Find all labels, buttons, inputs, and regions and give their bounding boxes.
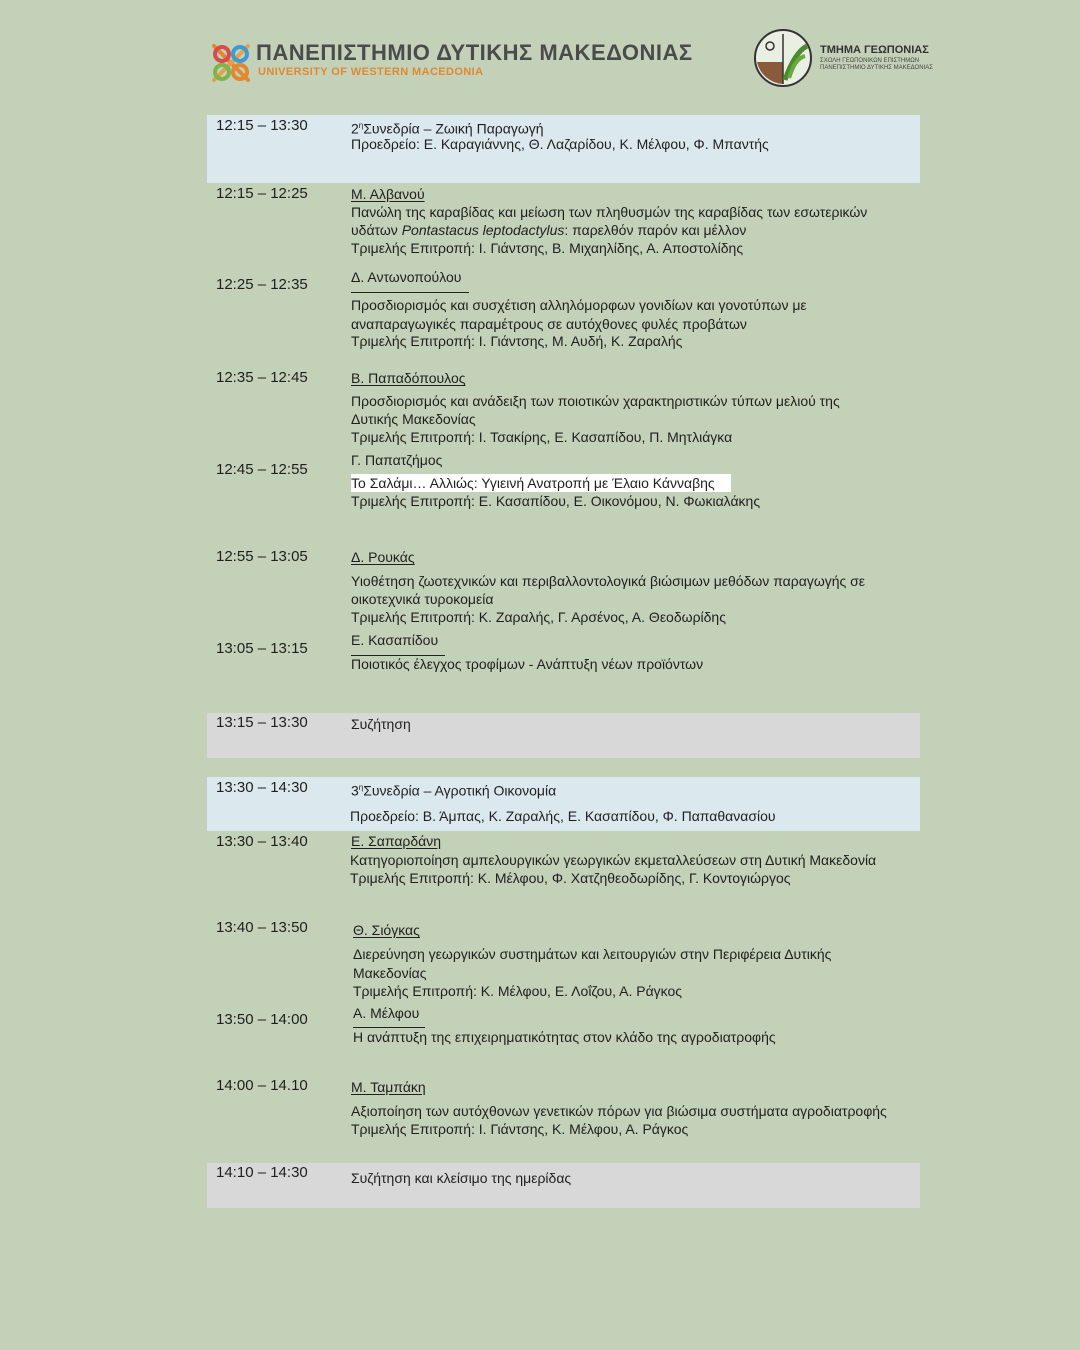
discussion-label: Συζήτηση <box>351 716 411 732</box>
talk-title-part: : παρελθόν παρόν και μέλλον <box>564 222 747 238</box>
committee: Τριμελής Επιτροπή: Ι. Γιάντσης, Μ. Αυδή, Κ. Ζαραλής <box>351 333 683 349</box>
talk-title: Πανώλη της καραβίδας και μείωση των πληθυσμών της καραβίδας των εσωτερικών <box>351 204 868 220</box>
time-slot: 12:55 – 13:05 <box>216 548 308 565</box>
talk-title: Υιοθέτηση ζωοτεχνικών και περιβαλλοντολογικά βιώσιμων μεθόδων παραγωγής σε <box>351 573 866 589</box>
committee: Τριμελής Επιτροπή: Ε. Κασαπίδου, Ε. Οικονόμου, Ν. Φωκιαλάκης <box>351 493 761 509</box>
presenter-name: Α. Μέλφου <box>353 1005 420 1021</box>
department-subtitle-line: ΣΧΟΛΗ ΓΕΩΠΟΝΙΚΩΝ ΕΠΙΣΤΗΜΩΝ <box>820 58 920 64</box>
talk-title: Μακεδονίας <box>353 965 427 981</box>
time-slot: 14:10 – 14:30 <box>216 1164 308 1181</box>
committee: Τριμελής Επιτροπή: Ι. Τσακίρης, Ε. Κασαπίδου, Π. Μητλιάγκα <box>351 429 733 445</box>
presenter-name: Μ. Ταμπάκη <box>351 1079 426 1095</box>
committee: Τριμελής Επιτροπή: Κ. Μέλφου, Φ. Χατζηθεοδωρίδης, Γ. Κοντογιώργος <box>350 870 791 886</box>
session-number: 3 <box>351 782 359 799</box>
separator-line <box>351 292 469 293</box>
time-slot: 13:30 – 13:40 <box>216 833 308 850</box>
committee: Τριμελής Επιτροπή: Κ. Ζαραλής, Γ. Αρσένος, Α. Θεοδωρίδης <box>351 609 726 625</box>
department-name: ΤΜΗΜΑ ΓΕΩΠΟΝΙΑΣ <box>820 44 929 56</box>
presenter-name: Β. Παπαδόπουλος <box>351 370 466 386</box>
session-chairs: Προεδρείο: Ε. Καραγιάννης, Θ. Λαζαρίδου, Κ. Μέλφου, Φ. Μπαντής <box>351 136 769 152</box>
talk-title: Κατηγοριοποίηση αμπελουργικών γεωργικών εκμεταλλεύσεων στη Δυτική Μακεδονία <box>350 852 877 868</box>
talk-title: Προσδιορισμός και συσχέτιση αλληλόμορφων γονιδίων και γονοτύπων με <box>351 297 807 313</box>
department-subtitle <box>820 58 933 72</box>
time-slot: 13:40 – 13:50 <box>216 919 308 936</box>
discussion-label: Συζήτηση και κλείσιμο της ημερίδας <box>351 1170 572 1186</box>
page-header <box>208 36 933 96</box>
presenter-name: Θ. Σιόγκας <box>353 922 420 938</box>
committee: Τριμελής Επιτροπή: Ι. Γιάντσης, Κ. Μέλφου, Α. Ράγκος <box>351 1121 689 1137</box>
department-subtitle-line: ΠΑΝΕΠΙΣΤΗΜΙΟ ΔΥΤΙΚΗΣ ΜΑΚΕΔΟΝΙΑΣ <box>820 65 933 71</box>
ordinal-suffix: η <box>358 783 364 792</box>
department-logo-icon <box>753 28 813 88</box>
ordinal-suffix: η <box>358 121 364 130</box>
session-title <box>351 779 556 800</box>
time-slot: 14:00 – 14.10 <box>216 1077 308 1094</box>
university-subtitle: UNIVERSITY OF WESTERN MACEDONIA <box>258 66 484 78</box>
talk-title: Δυτικής Μακεδονίας <box>351 411 476 427</box>
session-title-text: Συνεδρία – Αγροτική Οικονομία <box>363 782 557 799</box>
talk-title: αναπαραγωγικές παραμέτρους σε αυτόχθονες φυλές προβάτων <box>351 316 747 332</box>
time-slot: 13:05 – 13:15 <box>216 640 308 657</box>
session-title-text: Συνεδρία – Ζωική Παραγωγή <box>363 120 544 137</box>
time-slot: 12:45 – 12:55 <box>216 461 308 478</box>
presenter-name: Ε. Κασαπίδου <box>351 632 439 648</box>
time-slot: 13:15 – 13:30 <box>216 714 308 731</box>
talk-title-part: υδάτων <box>351 222 402 238</box>
presenter-name: Ε. Σαπαρδάνη <box>351 833 442 849</box>
presenter-name: Μ. Αλβανού <box>351 186 425 202</box>
talk-title: Το Σαλάμι… Αλλιώς: Υγιεινή Ανατροπή με Έλαιο Κάνναβης <box>351 474 731 492</box>
committee: Τριμελής Επιτροπή: Ι. Γιάντσης, Β. Μιχαηλίδης, Α. Αποστολίδης <box>351 240 744 256</box>
university-logo-icon <box>208 40 254 86</box>
session-chairs: Προεδρείο: Β. Άμπας, Κ. Ζαραλής, Ε. Κασαπίδου, Φ. Παπαθανασίου <box>350 808 776 824</box>
presenter-name: Γ. Παπατζήμος <box>351 452 443 468</box>
talk-title: Αξιοποίηση των αυτόχθονων γενετικών πόρων για βιώσιμα συστήματα αγροδιατροφής <box>351 1103 887 1119</box>
talk-title: Ποιοτικός έλεγχος τροφίμων - Ανάπτυξη νέων προϊόντων <box>351 656 704 672</box>
presenter-name: Δ. Ρουκάς <box>351 549 415 565</box>
presenter-name: Δ. Αντωνοπούλου <box>351 269 462 285</box>
talk-title: Η ανάπτυξη της επιχειρηματικότητας στον κλάδο της αγροδιατροφής <box>353 1029 776 1045</box>
talk-title: Προσδιορισμός και ανάδειξη των ποιοτικών χαρακτηριστικών τύπων μελιού της <box>351 393 840 409</box>
talk-title: Διερεύνηση γεωργικών συστημάτων και λειτουργιών στην Περιφέρεια Δυτικής <box>353 946 832 962</box>
talk-title <box>351 221 746 239</box>
species-name: Pontastacus leptodactylus <box>401 222 565 238</box>
time-slot: 12:25 – 12:35 <box>216 276 308 293</box>
talk-title: οικοτεχνικά τυροκομεία <box>351 591 494 607</box>
session-number: 2 <box>351 120 359 137</box>
time-slot: 12:35 – 12:45 <box>216 369 308 386</box>
time-slot: 12:15 – 13:30 <box>216 117 308 134</box>
university-name: ΠΑΝΕΠΙΣΤΗΜΙΟ ΔΥΤΙΚΗΣ ΜΑΚΕΔΟΝΙΑΣ <box>256 40 693 65</box>
committee: Τριμελής Επιτροπή: Κ. Μέλφου, Ε. Λοΐζου, Α. Ράγκος <box>353 983 683 999</box>
time-slot: 13:30 – 14:30 <box>216 779 308 796</box>
time-slot: 12:15 – 12:25 <box>216 185 308 202</box>
time-slot: 13:50 – 14:00 <box>216 1011 308 1028</box>
discussion-band <box>207 713 920 758</box>
